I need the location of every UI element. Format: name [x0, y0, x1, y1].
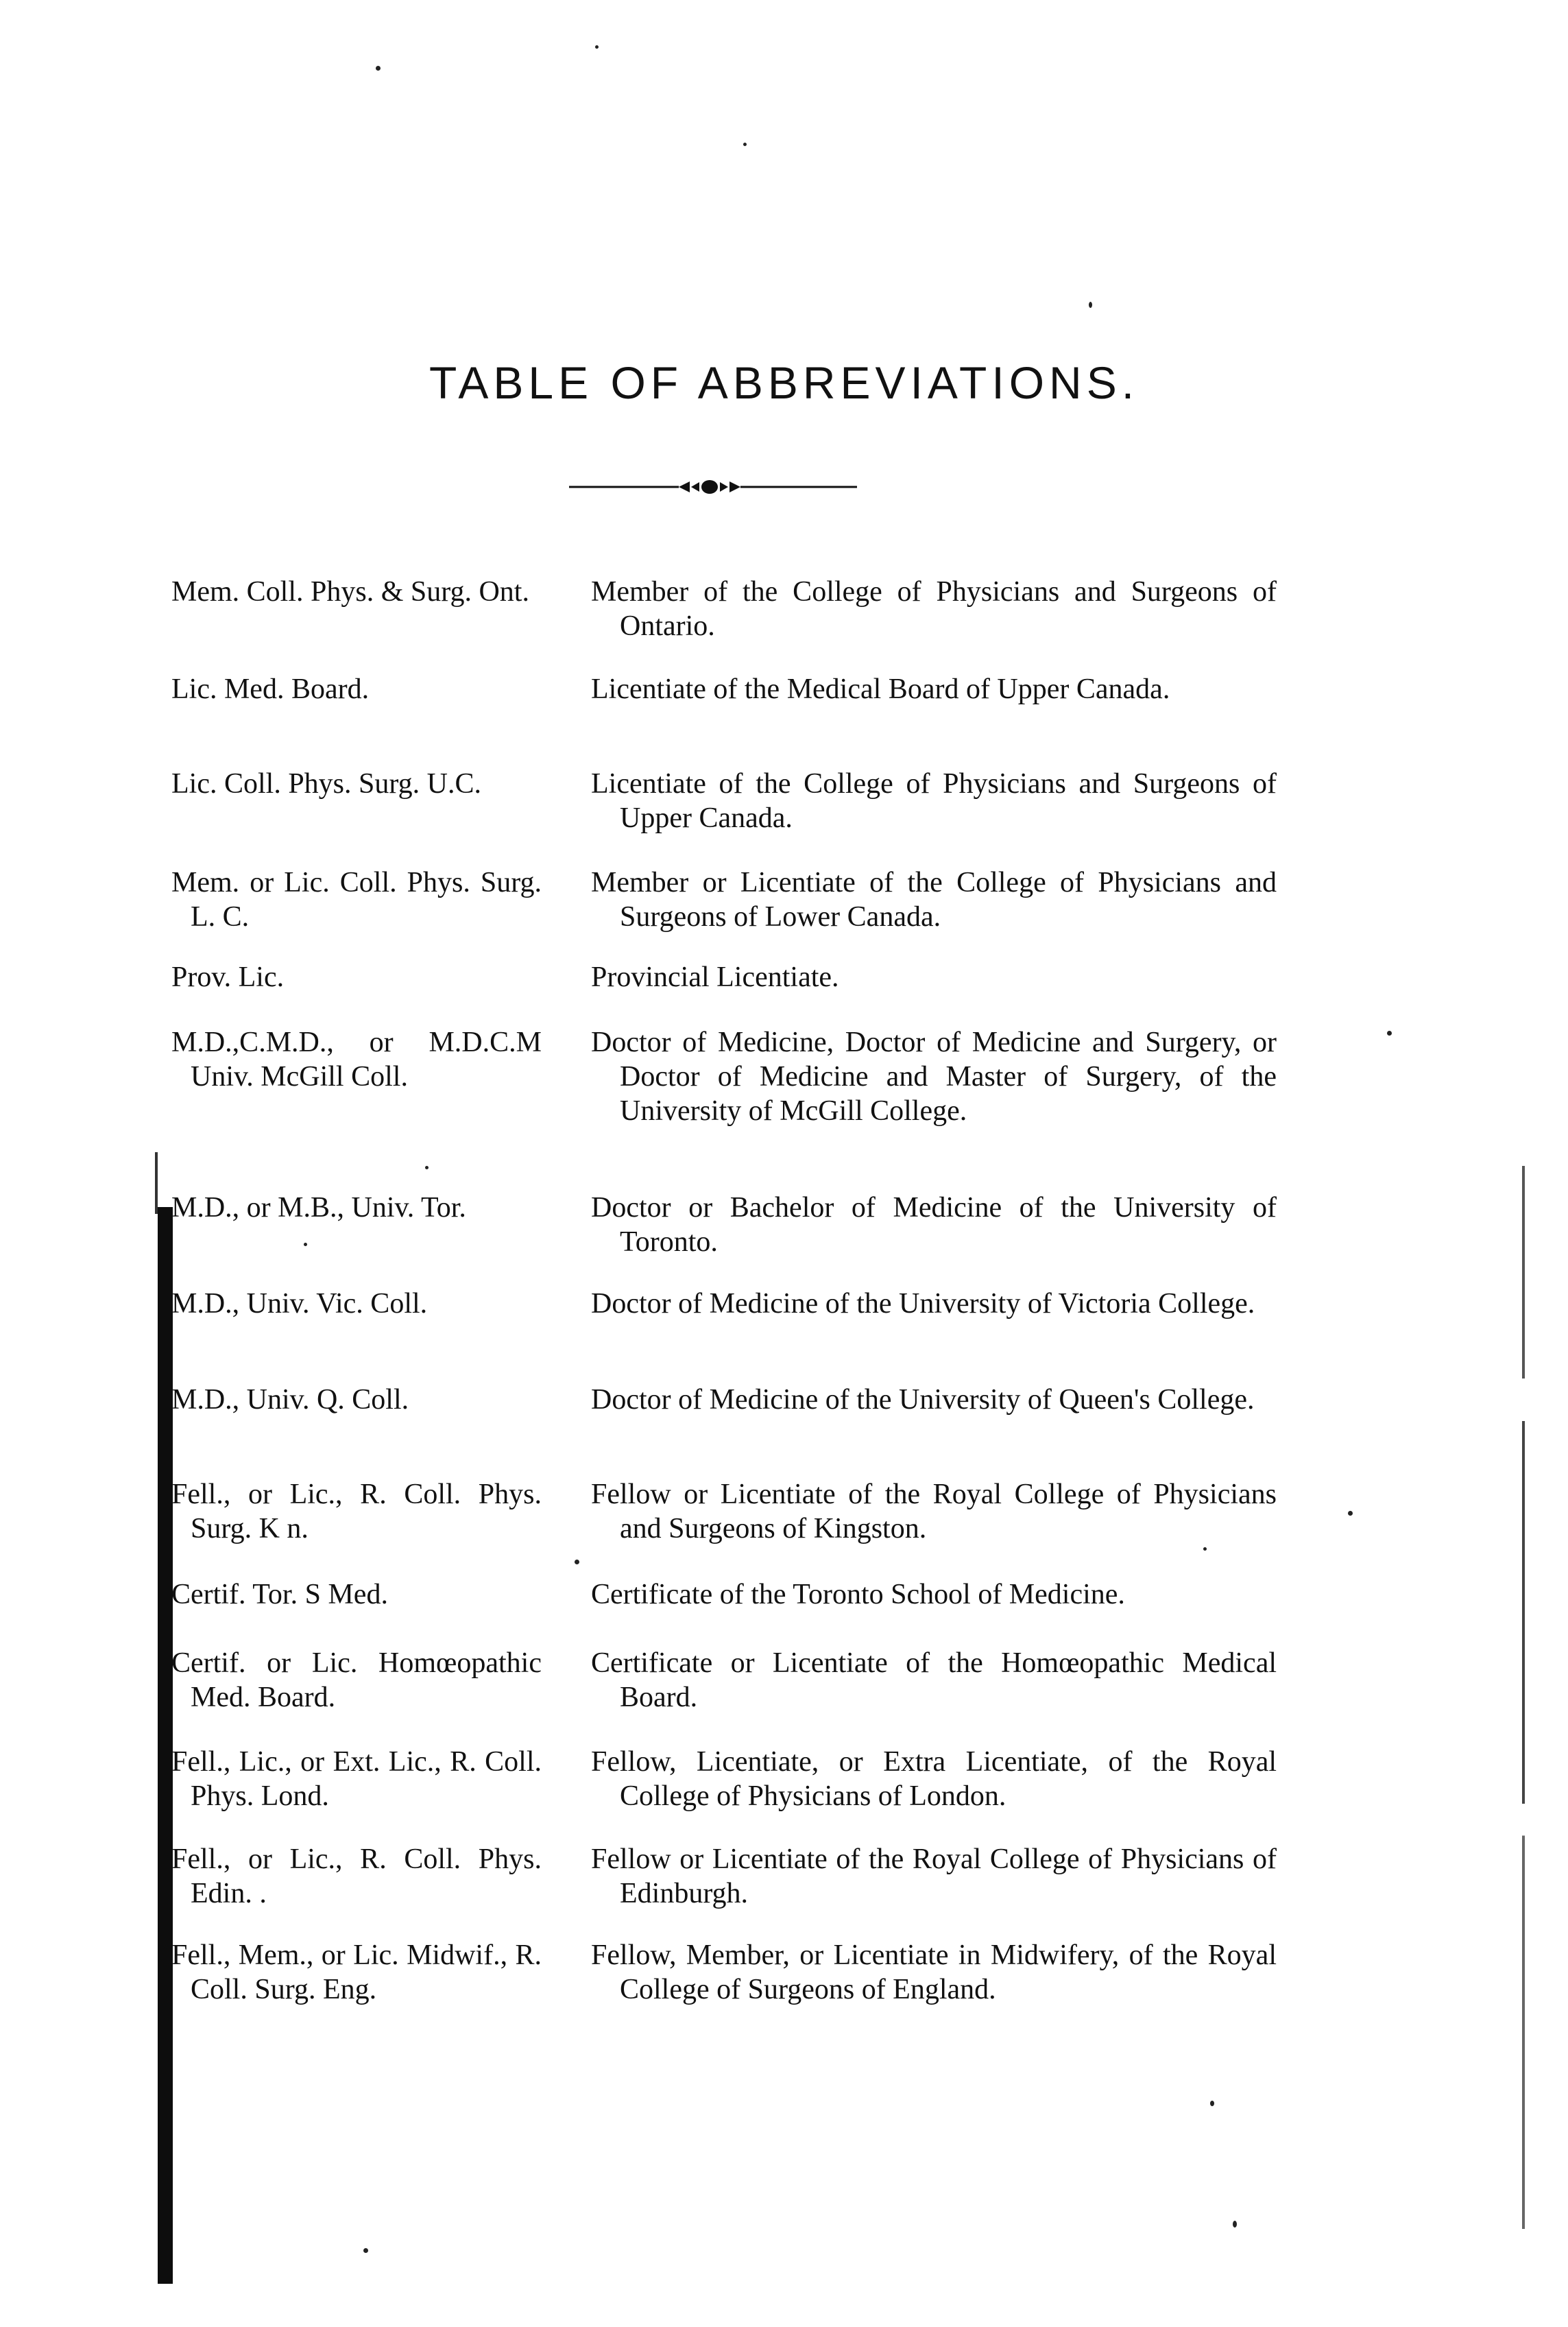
- print-speck: [595, 45, 599, 49]
- print-speck: [376, 66, 381, 71]
- abbreviation: Mem. or Lic. Coll. Phys. Surg. L. C.: [171, 867, 542, 933]
- abbreviation: M.D., or M.B., Univ. Tor.: [171, 1192, 466, 1224]
- print-speck: [1210, 2101, 1214, 2106]
- abbreviation: Mem. Coll. Phys. & Surg. Ont.: [171, 576, 529, 608]
- definition: Doctor of Medicine of the University of Victoria College.: [591, 1288, 1255, 1320]
- abbreviation: Fell., Mem., or Lic. Midwif., R. Coll. Surg. Eng.: [171, 1940, 542, 2005]
- print-speck: [1387, 1031, 1392, 1036]
- abbreviation: M.D., Univ. Q. Coll.: [171, 1384, 409, 1416]
- print-speck: [363, 2248, 368, 2253]
- definition: Doctor or Bachelor of Medicine of the University of Toronto.: [591, 1192, 1277, 1258]
- definition: Member or Licentiate of the College of Physicians and Surgeons of Lower Canada.: [591, 867, 1277, 933]
- print-speck: [304, 1243, 307, 1246]
- abbreviation: Certif. or Lic. Homœopathic Med. Board.: [171, 1647, 542, 1713]
- definition: Certificate of the Toronto School of Medicine.: [591, 1579, 1125, 1610]
- abbreviation: M.D.,C.M.D., or M.D.C.M Univ. McGill Coll.: [171, 1027, 542, 1093]
- definition: Certificate or Licentiate of the Homœopathic Medical Board.: [591, 1647, 1277, 1713]
- print-speck: [1233, 2221, 1237, 2228]
- print-speck: [425, 1166, 429, 1169]
- abbreviation: Fell., Lic., or Ext. Lic., R. Coll. Phys. Lond.: [171, 1746, 542, 1812]
- page-edge-marks: [1522, 1166, 1525, 2229]
- abbreviation: Lic. Med. Board.: [171, 673, 370, 705]
- abbreviation: Fell., or Lic., R. Coll. Phys. Surg. K n.: [171, 1479, 542, 1544]
- binding-edge-shadow: [155, 1152, 158, 1214]
- print-speck: [1203, 1547, 1207, 1551]
- definition: Fellow or Licentiate of the Royal College of Physicians and Surgeons of Kingston.: [591, 1479, 1277, 1544]
- definition: Licentiate of the College of Physicians and Surgeons of Upper Canada.: [591, 768, 1277, 834]
- abbreviation: Lic. Coll. Phys. Surg. U.C.: [171, 768, 481, 800]
- ornament-rule-icon: [569, 477, 857, 497]
- definition: Fellow, Member, or Licentiate in Midwifery, of the Royal College of Surgeons of England.: [591, 1940, 1277, 2005]
- print-speck: [575, 1560, 579, 1564]
- definition: Doctor of Medicine of the University of Queen's College.: [591, 1384, 1255, 1416]
- print-speck: [743, 143, 747, 146]
- abbreviation: Prov. Lic.: [171, 962, 285, 993]
- definition: Provincial Licentiate.: [591, 962, 839, 993]
- abbreviation: Fell., or Lic., R. Coll. Phys. Edin. .: [171, 1843, 542, 1909]
- definition: Fellow, Licentiate, or Extra Licentiate, of the Royal College of Physicians of London.: [591, 1746, 1277, 1812]
- abbreviation: Certif. Tor. S Med.: [171, 1579, 388, 1610]
- page-title: TABLE OF ABBREVIATIONS.: [429, 357, 1139, 408]
- abbreviation: M.D., Univ. Vic. Coll.: [171, 1288, 428, 1320]
- definition: Fellow or Licentiate of the Royal College of Physicians of Edinburgh.: [591, 1843, 1277, 1909]
- definition: Member of the College of Physicians and Surgeons of Ontario.: [591, 576, 1277, 642]
- definition: Licentiate of the Medical Board of Upper Canada.: [591, 673, 1170, 705]
- binding-edge-bar: [158, 1207, 173, 2284]
- definition: Doctor of Medicine, Doctor of Medicine and Surgery, or Doctor of Medicine and Master of Surgery, of the University of McGill College.: [591, 1027, 1277, 1127]
- print-speck: [1348, 1511, 1353, 1516]
- print-speck: [1089, 302, 1092, 308]
